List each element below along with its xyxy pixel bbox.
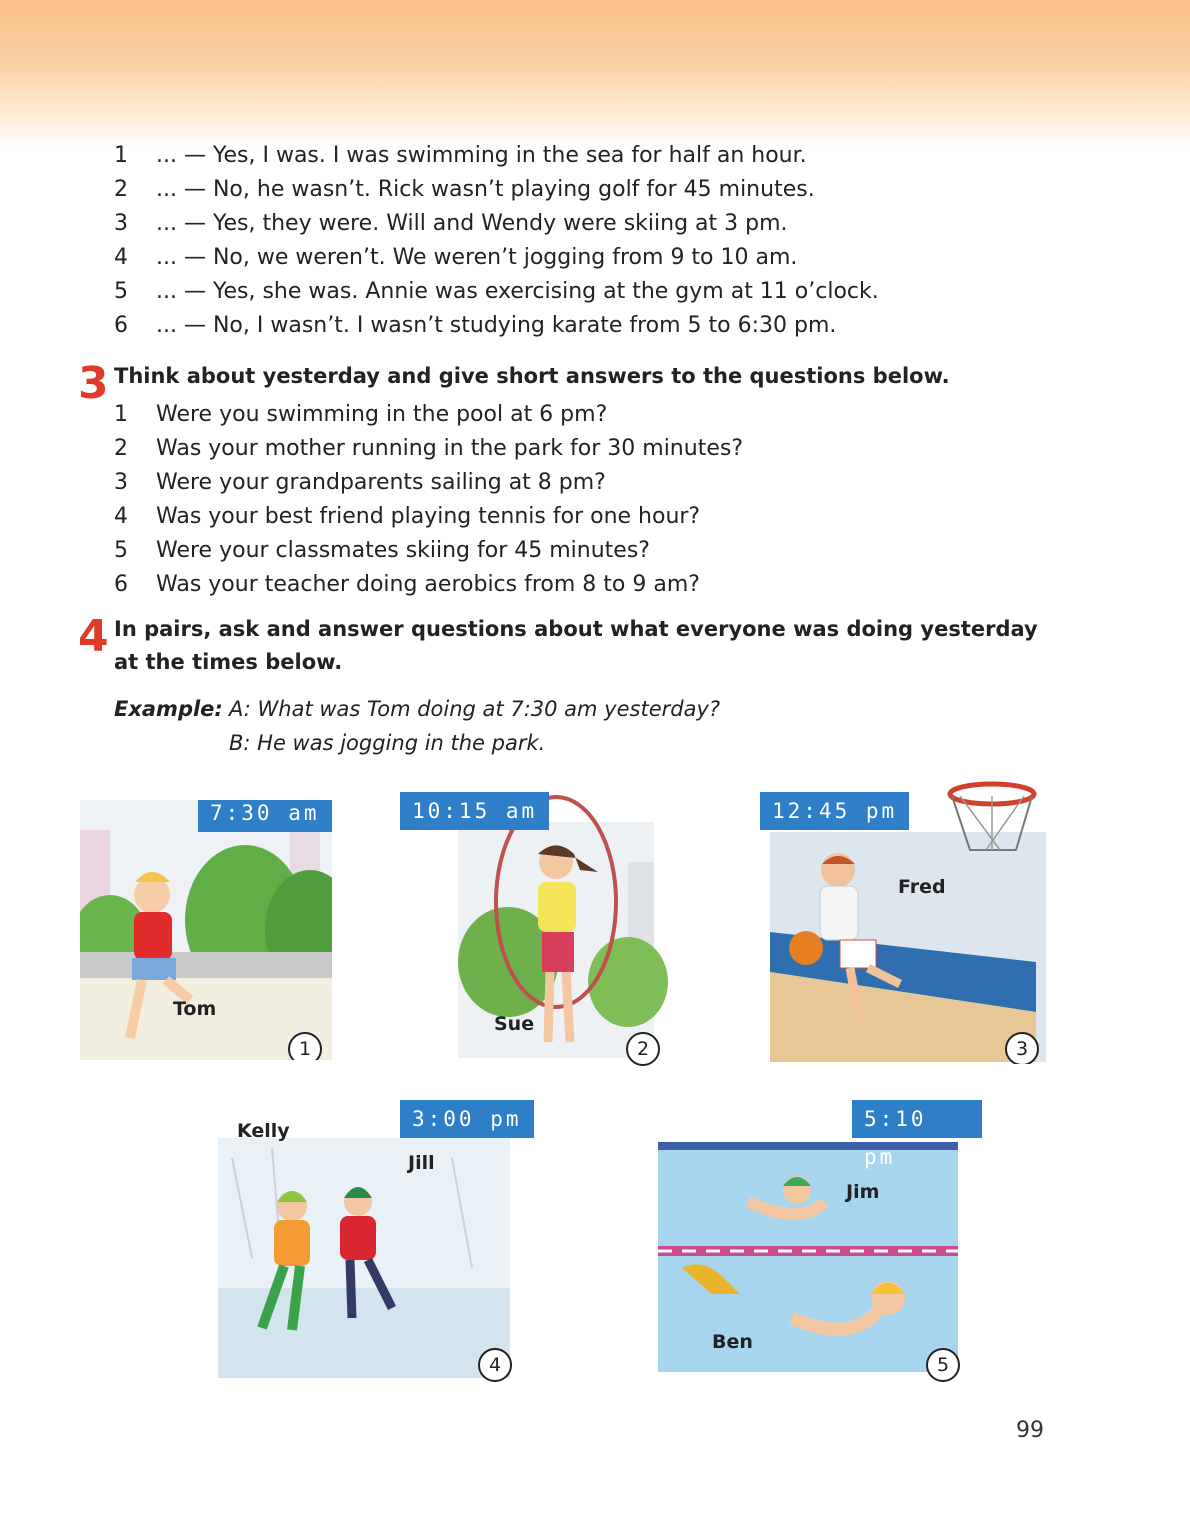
character-label: Jim: [846, 1181, 880, 1203]
skipping-illustration: [398, 792, 682, 1068]
picture-ice-skating: [212, 1098, 534, 1384]
page-number: 99: [1016, 1418, 1044, 1443]
exercise-3-number: 3: [78, 358, 109, 409]
example-label: Example:: [114, 697, 223, 721]
list-item: 1 ... — Yes, I was. I was swimming in the sea for half an hour.: [114, 143, 807, 168]
picture-fred-basketball: [760, 772, 1078, 1064]
list-item: 2 Was your mother running in the park for 30 minutes?: [114, 436, 743, 461]
picture-number: 2: [626, 1032, 660, 1066]
picture-number: 1: [288, 1032, 322, 1060]
time-badge: 12:45 pm: [760, 792, 909, 830]
picture-sue-skipping: [398, 792, 682, 1068]
time-badge: 7:30 am: [198, 800, 332, 832]
example-answer: B: He was jogging in the park.: [229, 731, 546, 755]
picture-number: 3: [1005, 1032, 1039, 1064]
header-band: [0, 0, 1190, 150]
character-label: Kelly: [237, 1120, 290, 1142]
picture-number: 4: [478, 1348, 512, 1382]
time-badge: 3:00 pm: [400, 1100, 534, 1138]
picture-tom-jogging: [80, 800, 332, 1060]
list-item: 5 Were your classmates skiing for 45 minutes?: [114, 538, 650, 563]
list-item: 3 ... — Yes, they were. Will and Wendy were skiing at 3 pm.: [114, 211, 788, 236]
ex3-question-list: [114, 398, 743, 602]
character-label: Fred: [898, 876, 946, 898]
time-badge: 10:15 am: [400, 792, 549, 830]
list-item: 4 ... — No, we weren’t. We weren’t jogging from 9 to 10 am.: [114, 245, 798, 270]
swimming-illustration: [652, 1098, 982, 1386]
exercise-3-heading: Think about yesterday and give short answers to the questions below.: [114, 364, 950, 388]
list-item: 1 Were you swimming in the pool at 6 pm?: [114, 402, 608, 427]
list-item: 3 Were your grandparents sailing at 8 pm?: [114, 470, 606, 495]
time-badge: 5:10 pm: [852, 1100, 982, 1138]
example-question: A: What was Tom doing at 7:30 am yesterday?: [229, 697, 721, 721]
list-item: 6 ... — No, I wasn’t. I wasn’t studying karate from 5 to 6:30 pm.: [114, 313, 837, 338]
list-item: 2 ... — No, he wasn’t. Rick wasn’t playing golf for 45 minutes.: [114, 177, 815, 202]
list-item: 6 Was your teacher doing aerobics from 8 to 9 am?: [114, 572, 700, 597]
character-label: Tom: [173, 998, 217, 1020]
example-block: [114, 692, 720, 760]
park-illustration: [80, 800, 332, 1060]
list-item: 4 Was your best friend playing tennis for one hour?: [114, 504, 701, 529]
character-label: Sue: [494, 1013, 535, 1035]
exercise-4-heading: In pairs, ask and answer questions about what everyone was doing yesterday at the times below.: [114, 617, 1038, 674]
list-item: 5 ... — Yes, she was. Annie was exercising at the gym at 11 o’clock.: [114, 279, 879, 304]
ex2-answer-list: [114, 139, 879, 343]
picture-number: 5: [926, 1348, 960, 1382]
exercise-4-number: 4: [78, 611, 109, 662]
character-label: Ben: [712, 1331, 753, 1353]
character-label: Jill: [408, 1152, 435, 1174]
picture-swimming: [652, 1098, 982, 1386]
